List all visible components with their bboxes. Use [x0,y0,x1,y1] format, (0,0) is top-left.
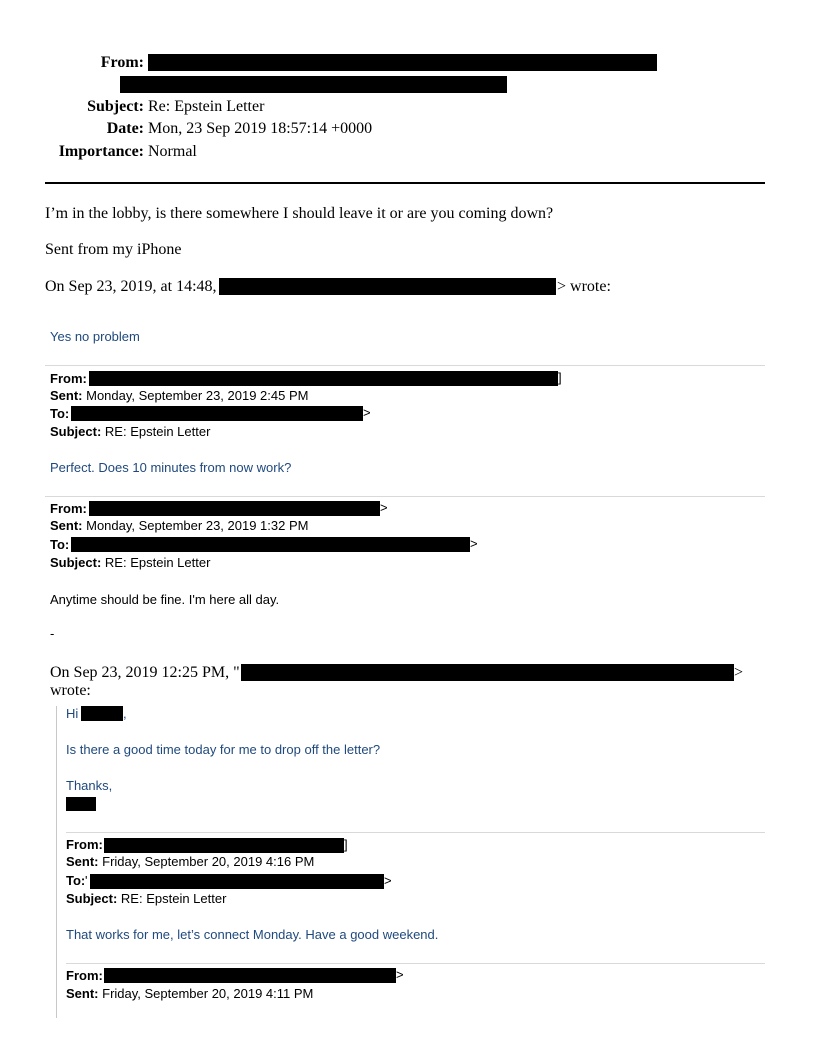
msg3-from-label: From: [66,837,103,852]
redacted-sender [219,278,556,295]
quoted-redacted-signature [66,797,96,811]
separator-1 [45,365,765,366]
msg2-to-label: To: [50,537,70,552]
date-label: Date: [106,120,144,137]
msg3-body: That works for me, let’s connect Monday. Have a good weekend. [66,927,439,942]
msg2-body: Anytime should be fine. I'm here all day. [50,592,280,607]
msg3-to-label: To: [66,873,86,888]
subject-label: Subject: [87,98,144,115]
msg2-redacted-to [71,537,470,552]
msg1-subject-label: Subject: [50,424,102,439]
separator-3 [66,832,765,833]
msg3-sent-line [66,854,314,869]
msg1-redacted-to [71,406,363,421]
msg3-subject-label: Subject: [66,891,118,906]
wrote-prefix: On Sep 23, 2019, at 14:48, [45,278,217,295]
body-line-lobby: I’m in the lobby, is there somewhere I should leave it or are you coming down? [45,205,554,222]
msg2-sent-label: Sent: [50,518,83,533]
msg3-to-tail-start: ' [85,873,88,888]
msg1-sent-value: Monday, September 23, 2019 2:45 PM [86,388,309,403]
quote-bar [56,706,57,1018]
msg4-from-label: From: [66,968,103,983]
quoted-greeting: Hi [66,706,79,721]
msg3-sent-label: Sent: [66,854,99,869]
reply-yes-no-problem: Yes no problem [50,329,140,344]
msg2-from-label: From: [50,501,87,516]
quote-intro-tail: > [734,664,744,681]
msg2-subject-label: Subject: [50,555,102,570]
msg3-from-tail: ] [344,837,348,852]
msg4-redacted-from [104,968,396,983]
msg3-to-tail: > [384,873,392,888]
msg4-from-tail: > [396,967,404,982]
msg3-redacted-from [104,838,344,853]
msg3-subject-value: RE: Epstein Letter [120,891,227,906]
subject-value: Re: Epstein Letter [148,98,265,115]
msg4-sent-line [66,986,313,1001]
msg1-from-label: From: [50,371,87,386]
msg1-body: Perfect. Does 10 minutes from now work? [50,460,292,475]
msg2-to-tail: > [470,536,478,551]
wrote-suffix: > wrote: [557,278,611,295]
msg4-sent-value: Friday, September 20, 2019 4:11 PM [102,986,314,1001]
header-divider [45,182,765,184]
msg2-redacted-from [89,501,380,516]
body-line-sent-from: Sent from my iPhone [45,241,182,258]
redacted-from-line2 [120,76,507,93]
separator-2 [45,496,765,497]
quote-intro-prefix: On Sep 23, 2019 12:25 PM, " [50,664,240,681]
msg3-subject-line [66,891,226,906]
msg1-to-tail: > [363,405,371,420]
separator-4 [66,963,765,964]
msg4-sent-label: Sent: [66,986,99,1001]
msg1-redacted-from [89,371,558,386]
msg3-redacted-to [90,874,384,889]
msg2-dash: - [50,626,55,641]
msg2-sent-value: Monday, September 23, 2019 1:32 PM [86,518,309,533]
quoted-thanks: Thanks, [66,778,113,793]
msg1-from-tail: ] [558,370,562,385]
importance-label: Importance: [58,143,144,160]
importance-value: Normal [148,143,197,160]
quote-intro-redacted [241,664,734,681]
msg2-from-tail: > [380,500,388,515]
msg2-subject-line [50,555,210,570]
quote-intro-wrote: wrote: [50,682,91,699]
msg1-subject-value: RE: Epstein Letter [104,424,211,439]
msg1-to-label: To: [50,406,70,421]
msg1-sent-label: Sent: [50,388,83,403]
quoted-greeting-tail: , [123,706,127,721]
quoted-question: Is there a good time today for me to drop off the letter? [66,742,381,757]
msg3-sent-value: Friday, September 20, 2019 4:16 PM [102,854,315,869]
msg2-sent-line [50,518,308,533]
redacted-from-line1 [148,54,657,71]
quoted-redacted-name [81,706,123,721]
msg2-subject-value: RE: Epstein Letter [104,555,211,570]
from-label: From: [100,54,144,71]
msg1-sent-line [50,388,308,403]
msg1-subject-line [50,424,210,439]
date-value: Mon, 23 Sep 2019 18:57:14 +0000 [148,120,373,137]
